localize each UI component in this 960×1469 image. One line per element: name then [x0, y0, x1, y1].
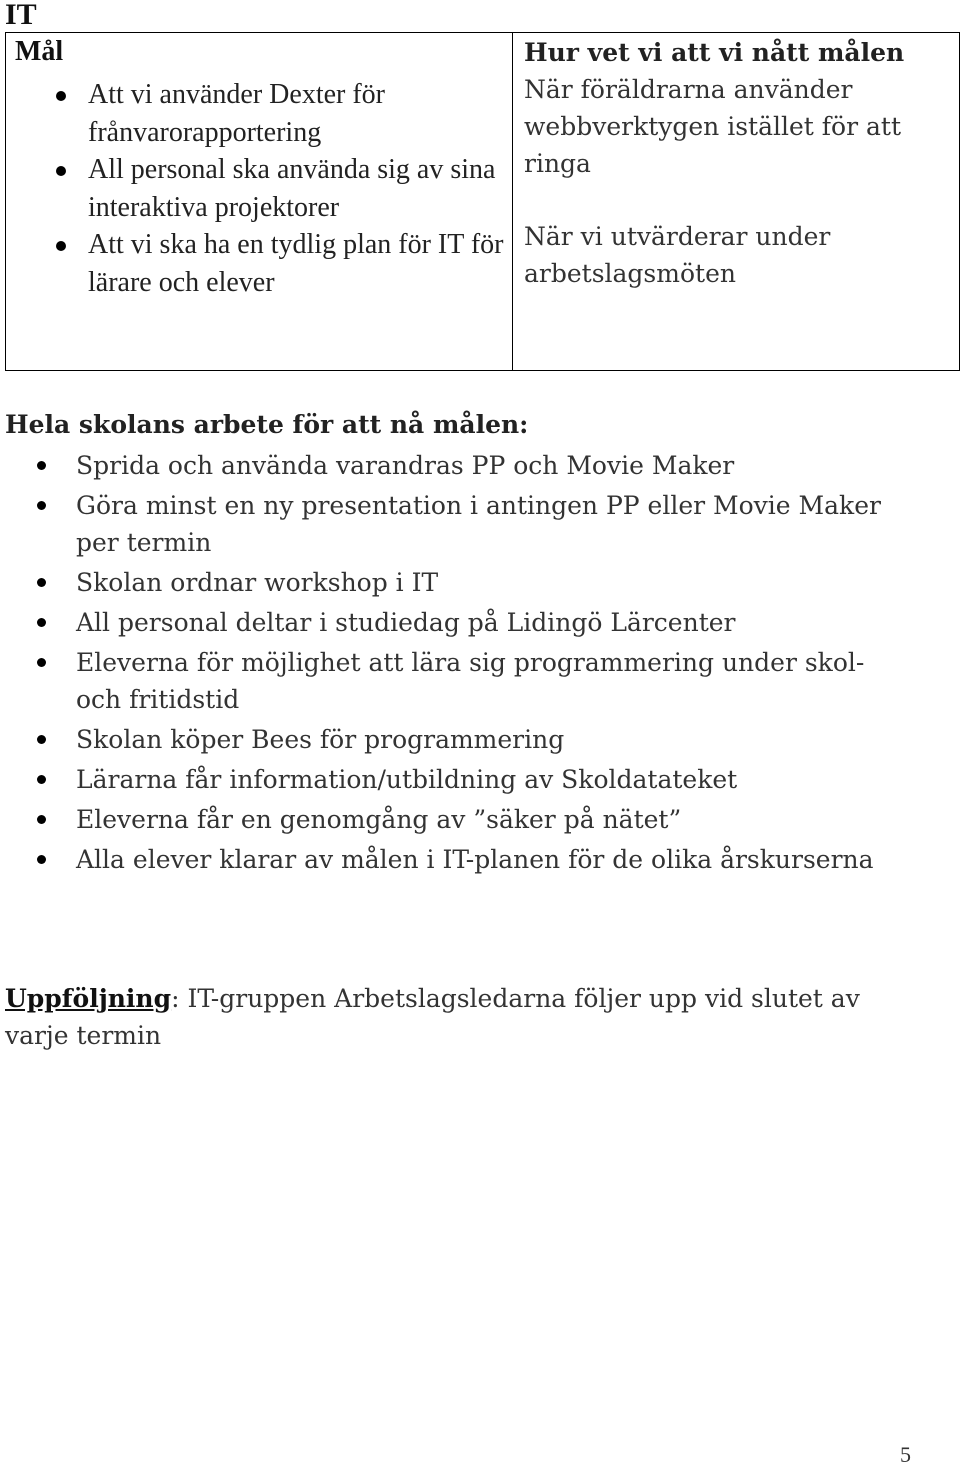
evaluation-text-2: När vi utvärderar under arbetslagsmöten — [524, 222, 831, 288]
evaluation-cell — [513, 33, 960, 371]
goals-cell — [6, 33, 513, 371]
work-item: All personal deltar i studiedag på Lidingö Lärcenter — [5, 604, 905, 641]
work-item: Sprida och använda varandras PP och Movie Maker — [5, 447, 905, 484]
goal-item: Att vi ska ha en tydlig plan för IT för lärare och elever — [6, 226, 512, 301]
evaluation-text-1: När föräldrarna använder webbverktygen istället för att ringa — [524, 75, 901, 178]
work-item: Skolan köper Bees för programmering — [5, 721, 905, 758]
followup-text: IT-gruppen Arbetslagsledarna följer upp vid slutet av varje termin — [5, 984, 860, 1050]
goals-title: Mål — [15, 36, 64, 67]
work-item: Lärarna får information/utbildning av Skoldatateket — [5, 761, 905, 798]
goal-item: Att vi använder Dexter för frånvarorapportering — [6, 76, 512, 151]
work-item: Eleverna för möjlighet att lära sig programmering under skol- och fritidstid — [5, 644, 905, 718]
goal-item: All personal ska använda sig av sina interaktiva projektorer — [6, 151, 512, 226]
work-section-title: Hela skolans arbete för att nå målen: — [5, 410, 529, 439]
work-item: Alla elever klarar av målen i IT-planen för de olika årskurserna — [5, 841, 905, 878]
work-item: Eleverna får en genomgång av ”säker på nätet” — [5, 801, 905, 838]
page-number: 5 — [900, 1442, 911, 1467]
work-item: Göra minst en ny presentation i antingen PP eller Movie Maker per termin — [5, 487, 905, 561]
evaluation-title: Hur vet vi att vi nått målen — [524, 38, 905, 67]
goals-list — [6, 76, 512, 301]
page-heading: IT — [5, 0, 37, 31]
work-list — [5, 447, 905, 881]
followup-separator: : — [171, 984, 180, 1013]
followup-paragraph — [5, 980, 905, 1054]
goals-table — [5, 32, 960, 371]
followup-label: Uppföljning — [5, 984, 172, 1013]
work-item: Skolan ordnar workshop i IT — [5, 564, 905, 601]
